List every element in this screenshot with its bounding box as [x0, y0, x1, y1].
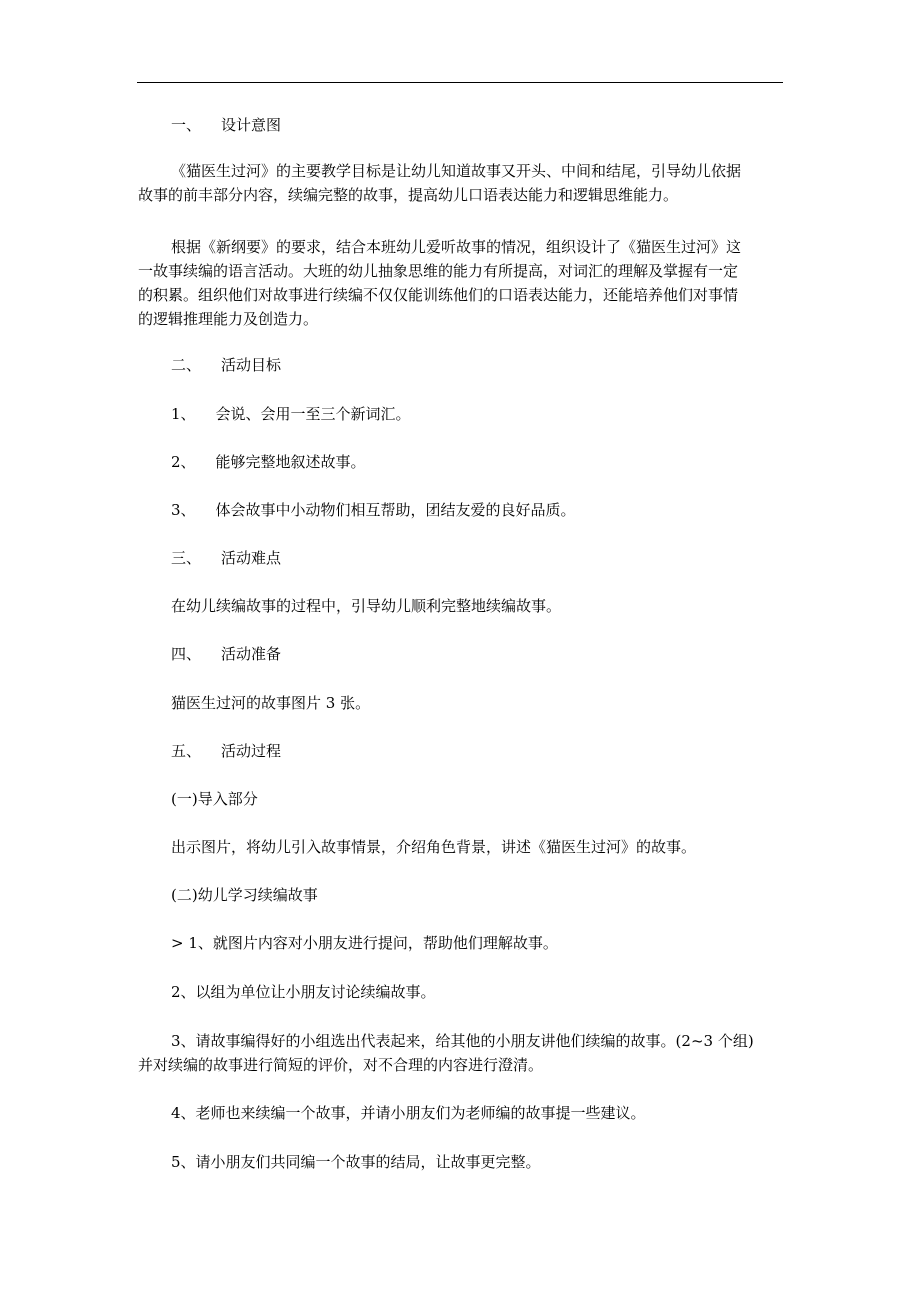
subsection-title-1: (一)导入部分 [171, 790, 258, 808]
goal-number: 3、 [171, 501, 196, 519]
goal-text: 体会故事中小动物们相互帮助，团结友爱的良好品质。 [215, 501, 576, 519]
section-number: 四、 [171, 645, 202, 663]
process-step-4: 4、老师也来续编一个故事，并请小朋友们为老师编的故事提一些建议。 [171, 1104, 646, 1122]
process-step-3: 3、请故事编得好的小组选出代表起来，给其他的小朋友讲他们续编的故事。(2~3 个组) [171, 1032, 754, 1050]
section-title: 设计意图 [221, 116, 282, 134]
section-title: 活动难点 [221, 549, 282, 567]
process-text: 出示图片，将幼儿引入故事情景，介绍角色背景，讲述《猫医生过河》的故事。 [171, 838, 697, 856]
header-rule [137, 82, 783, 83]
goal-item-2 [171, 450, 821, 474]
process-step-1: > 1、就图片内容对小朋友进行提问，帮助他们理解故事。 [171, 934, 558, 952]
process-step-3-continued: 并对续编的故事进行简短的评价，对不合理的内容进行澄清。 [138, 1056, 544, 1074]
preparation-text: 猫医生过河的故事图片 3 张。 [171, 694, 371, 712]
goal-text: 会说、会用一至三个新词汇。 [215, 405, 411, 423]
goal-number: 2、 [171, 453, 196, 471]
section-heading-5 [171, 739, 821, 763]
section-title: 活动过程 [221, 742, 282, 760]
paragraph-line: 根据《新纲要》的要求，结合本班幼儿爱听故事的情况，组织设计了《猫医生过河》这 [171, 238, 742, 256]
paragraph-line: 故事的前丰部分内容，续编完整的故事，提高幼儿口语表达能力和逻辑思维能力。 [138, 186, 679, 204]
section-title: 活动目标 [221, 356, 282, 374]
process-step-5: 5、请小朋友们共同编一个故事的结局，让故事更完整。 [171, 1153, 541, 1171]
process-step-2: 2、以组为单位让小朋友讨论续编故事。 [171, 983, 436, 1001]
goal-item-3 [171, 498, 821, 522]
difficulty-text: 在幼儿续编故事的过程中，引导幼儿顺利完整地续编故事。 [171, 597, 562, 615]
section-heading-1 [171, 113, 821, 137]
paragraph-line: 的积累。组织他们对故事进行续编不仅仅能训练他们的口语表达能力，还能培养他们对事情 [138, 286, 739, 304]
section-number: 一、 [171, 116, 202, 134]
section-number: 五、 [171, 742, 202, 760]
goal-item-1 [171, 402, 821, 426]
section-title: 活动准备 [221, 645, 282, 663]
section-number: 二、 [171, 356, 202, 374]
subsection-title-2: (二)幼儿学习续编故事 [171, 886, 318, 904]
section-heading-2 [171, 353, 821, 377]
section-heading-3 [171, 546, 821, 570]
paragraph-line: 一故事续编的语言活动。大班的幼儿抽象思维的能力有所提高，对词汇的理解及掌握有一定 [138, 262, 739, 280]
paragraph-line: 《猫医生过河》的主要教学目标是让幼儿知道故事又开头、中间和结尾，引导幼儿依据 [171, 162, 742, 180]
paragraph-line: 的逻辑推理能力及创造力。 [138, 310, 319, 328]
goal-number: 1、 [171, 405, 196, 423]
section-heading-4 [171, 642, 821, 666]
section-number: 三、 [171, 549, 202, 567]
goal-text: 能够完整地叙述故事。 [215, 453, 366, 471]
